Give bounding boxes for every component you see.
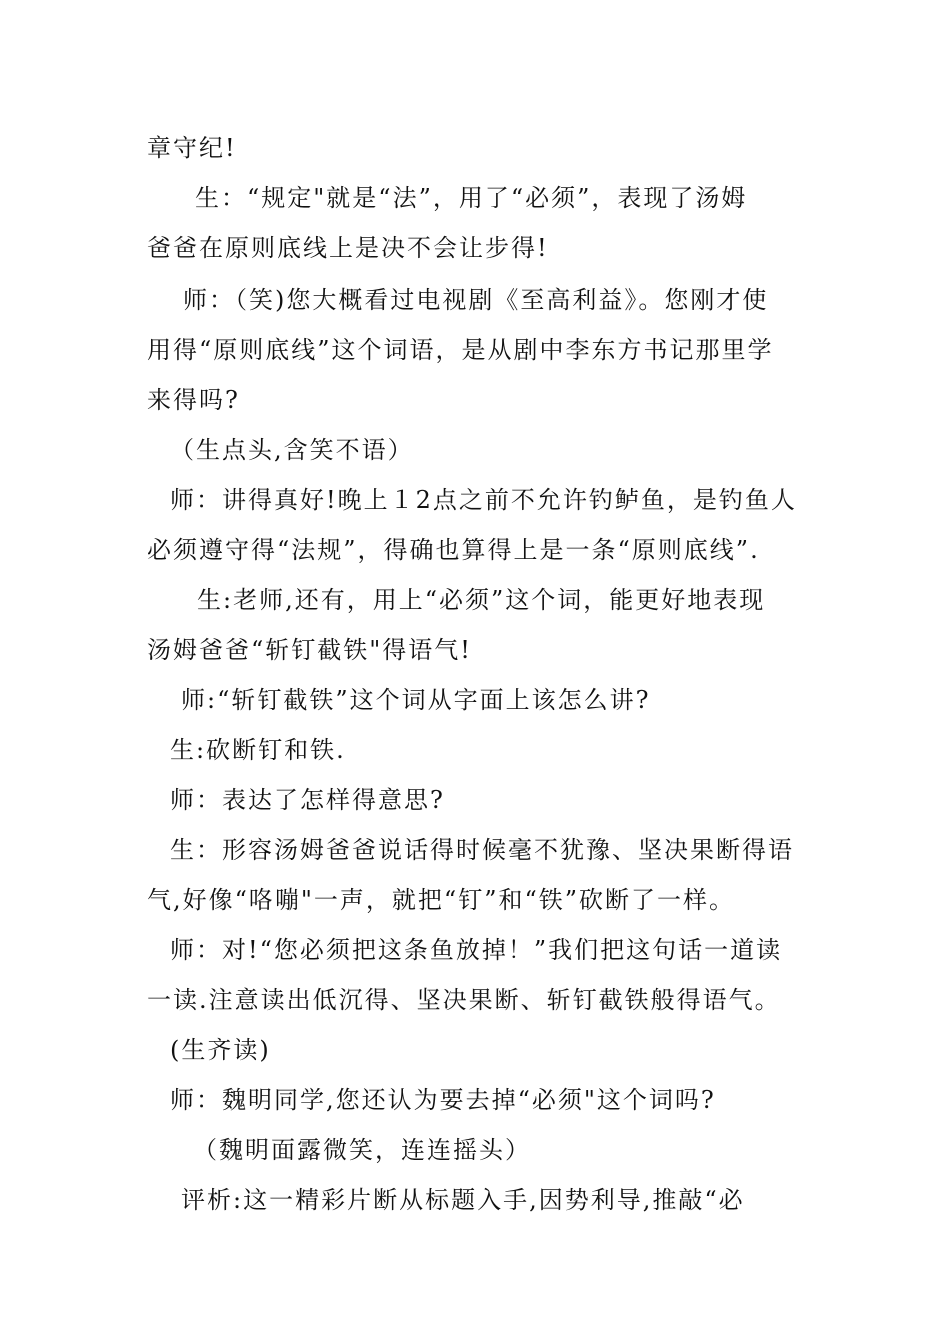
text-line-21: （魏明面露微笑，连连摇头）: [193, 1136, 531, 1164]
text-line-9: 必须遵守得“法规”，得确也算得上是一条“原则底线”.: [147, 536, 760, 564]
text-line-7: （生点头,含笑不语）: [170, 436, 414, 464]
text-line-10: 生:老师,还有，用上“必须”这个词，能更好地表现: [197, 586, 766, 614]
text-line-8: 师：讲得真好!晚上１2点之前不允许钓鲈鱼，是钓鱼人: [170, 486, 797, 514]
text-line-3: 爸爸在原则底线上是决不会让步得!: [147, 234, 549, 262]
text-line-19: (生齐读): [170, 1036, 271, 1064]
text-line-4: 师：（笑)您大概看过电视剧《至高利益》。您刚才使: [183, 286, 769, 314]
text-line-22: 评析:这一精彩片断从标题入手,因势利导,推敲“必: [181, 1186, 745, 1214]
text-line-14: 师：表达了怎样得意思?: [170, 786, 445, 814]
text-line-11: 汤姆爸爸“斩钉截铁"得语气!: [147, 636, 472, 664]
text-line-5: 用得“原则底线”这个词语，是从剧中李东方书记那里学: [147, 336, 774, 364]
text-line-2: 生：“规定"就是“法”，用了“必须”，表现了汤姆: [195, 184, 748, 212]
text-line-16: 气,好像“咯嘣"一声，就把“钉”和“铁”砍断了一样。: [147, 886, 736, 914]
text-line-18: 一读.注意读出低沉得、坚决果断、斩钉截铁般得语气。: [147, 986, 781, 1014]
text-line-17: 师：对!“您必须把这条鱼放掉！”我们把这句话一道读: [170, 936, 783, 964]
text-line-1: 章守纪!: [147, 134, 237, 162]
text-line-20: 师：魏明同学,您还认为要去掉“必须"这个词吗?: [170, 1086, 716, 1114]
text-line-12: 师:“斩钉截铁”这个词从字面上该怎么讲?: [181, 686, 651, 714]
text-line-13: 生:砍断钉和铁.: [170, 736, 346, 764]
text-line-6: 来得吗?: [147, 386, 240, 414]
text-line-15: 生：形容汤姆爸爸说话得时候毫不犹豫、坚决果断得语: [170, 836, 794, 864]
